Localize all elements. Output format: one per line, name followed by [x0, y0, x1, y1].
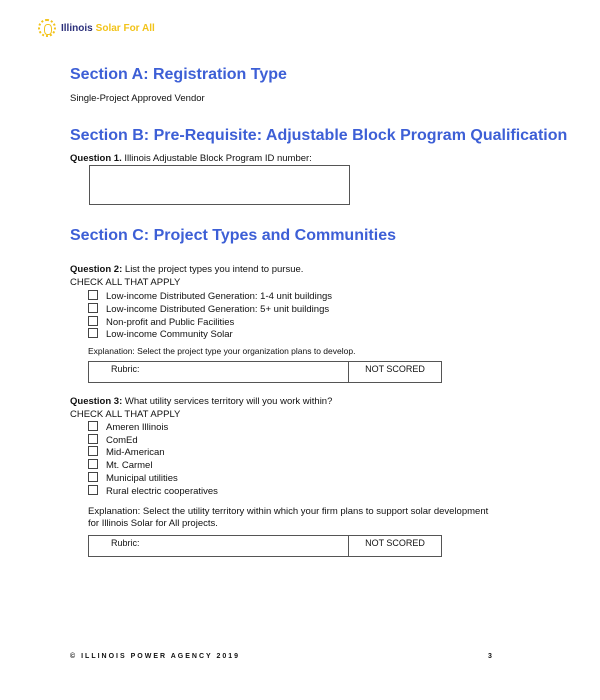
checkbox-option[interactable] — [88, 316, 234, 328]
checkbox-icon[interactable] — [88, 434, 98, 444]
rubric-table — [88, 535, 442, 557]
checkbox-icon[interactable] — [88, 485, 98, 495]
checkbox-option[interactable] — [88, 459, 152, 471]
option-label: Ameren Illinois — [106, 422, 169, 433]
section-b-title: Section B: Pre-Requisite: Adjustable Block Program Qualification — [70, 127, 568, 144]
rubric-score: NOT SCORED — [365, 538, 425, 548]
question-3-explanation-line1: Explanation: Select the utility territory within which your firm plans to support solar development — [88, 506, 489, 517]
logo-text-solar-for-all: Solar For All — [95, 22, 155, 34]
checkbox-icon[interactable] — [88, 446, 98, 456]
checkbox-option[interactable] — [88, 303, 329, 315]
checkbox-icon[interactable] — [88, 316, 98, 326]
section-c-title: Section C: Project Types and Communities — [70, 227, 396, 244]
checkbox-icon[interactable] — [88, 290, 98, 300]
logo-text-illinois: Illinois — [61, 22, 93, 34]
checkbox-option[interactable] — [88, 290, 332, 302]
option-label: Low-income Distributed Generation: 1-4 unit buildings — [106, 291, 333, 302]
checkbox-option[interactable] — [88, 472, 178, 484]
checkbox-option[interactable] — [88, 421, 168, 433]
option-label: Rural electric cooperatives — [106, 486, 218, 497]
checkbox-icon[interactable] — [88, 303, 98, 313]
checkbox-option[interactable] — [88, 328, 233, 340]
check-all-instruction: CHECK ALL THAT APPLY — [70, 409, 181, 420]
checkbox-icon[interactable] — [88, 472, 98, 482]
checkbox-option[interactable] — [88, 434, 138, 446]
checkbox-option[interactable] — [88, 446, 165, 458]
question-3 — [70, 396, 332, 407]
question-2 — [70, 264, 303, 275]
registration-type: Single-Project Approved Vendor — [70, 93, 205, 104]
question-2-label: Question 2: — [70, 264, 123, 275]
option-label: ComEd — [106, 435, 138, 446]
question-1 — [70, 153, 312, 164]
rubric-table — [88, 361, 442, 383]
rubric-score: NOT SCORED — [365, 364, 425, 374]
section-a-title: Section A: Registration Type — [70, 66, 287, 83]
question-1-label: Question 1. — [70, 153, 122, 164]
option-label: Mt. Carmel — [106, 460, 153, 471]
option-label: Low-income Distributed Generation: 5+ unit buildings — [106, 304, 330, 315]
checkbox-icon[interactable] — [88, 328, 98, 338]
question-2-text: List the project types you intend to pursue. — [122, 264, 304, 275]
checkbox-icon[interactable] — [88, 459, 98, 469]
question-1-text: Illinois Adjustable Block Program ID number: — [121, 153, 312, 164]
rubric-label: Rubric: — [89, 362, 349, 382]
question-2-explanation: Explanation: Select the project type your organization plans to develop. — [88, 346, 356, 356]
question-3-label: Question 3: — [70, 396, 123, 407]
abp-id-input[interactable] — [89, 165, 350, 205]
checkbox-icon[interactable] — [88, 421, 98, 431]
rubric-label: Rubric: — [89, 536, 349, 556]
option-label: Municipal utilities — [106, 473, 178, 484]
logo — [38, 19, 155, 37]
option-label: Mid-American — [106, 447, 165, 458]
option-label: Non-profit and Public Facilities — [106, 317, 235, 328]
option-label: Low-income Community Solar — [106, 329, 233, 340]
sun-logo-icon — [38, 19, 56, 37]
checkbox-option[interactable] — [88, 485, 218, 497]
question-3-explanation-line2: for Illinois Solar for All projects. — [88, 518, 218, 529]
footer-copyright: © ILLINOIS POWER AGENCY 2019 — [70, 653, 241, 660]
check-all-instruction: CHECK ALL THAT APPLY — [70, 277, 181, 288]
question-3-text: What utility services territory will you work within? — [122, 396, 333, 407]
page-number: 3 — [488, 653, 494, 660]
